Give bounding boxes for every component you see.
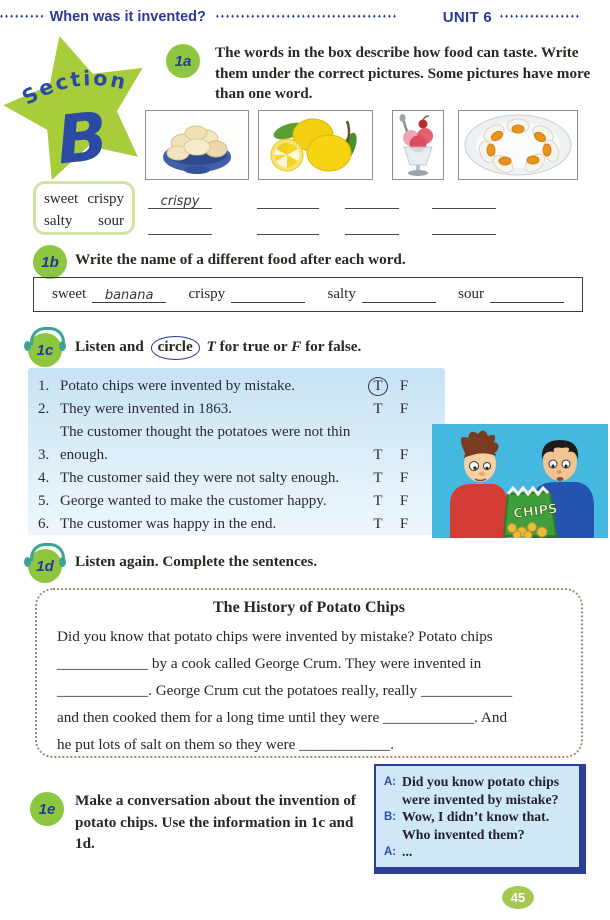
statement-5-number: 5. bbox=[38, 493, 50, 509]
statement-4-false[interactable]: F bbox=[399, 470, 409, 486]
statement-3-text: The customer thought the potatoes were not thin enough. bbox=[60, 424, 351, 463]
boys-chips-illustration bbox=[432, 424, 608, 538]
section-word: Section bbox=[17, 65, 131, 110]
speaker-a2-label: A: bbox=[384, 845, 397, 858]
instruction-1c-f: F bbox=[291, 338, 302, 355]
pair-sweet bbox=[52, 286, 166, 303]
instruction-1e: Make a conversation about the invention of potato chips. Use the information in 1c and 1d. bbox=[75, 792, 356, 852]
passage-line-1: Did you know that potato chips were invented by mistake? Potato chips bbox=[57, 628, 493, 645]
statement-5-true[interactable]: T bbox=[373, 493, 383, 509]
statement-5-text: George wanted to make the customer happy. bbox=[60, 493, 327, 509]
instruction-1c-mid: for true or bbox=[219, 338, 288, 355]
section-letter: B bbox=[52, 96, 112, 180]
answer-blank-p1-line1[interactable] bbox=[148, 193, 212, 209]
badge-1c: 1c bbox=[28, 333, 62, 367]
handwritten-banana: banana bbox=[104, 288, 154, 303]
pair-crispy bbox=[188, 286, 305, 303]
statement-6-false[interactable]: F bbox=[399, 516, 409, 532]
answer-blank-sour[interactable] bbox=[490, 287, 564, 303]
instruction-1c-t: T bbox=[206, 338, 216, 355]
statement-6 bbox=[38, 513, 445, 536]
photo-salted-eggs bbox=[458, 110, 578, 180]
page-number-badge: 45 bbox=[502, 886, 534, 909]
statement-4-true[interactable]: T bbox=[373, 470, 383, 486]
taste-words-box bbox=[33, 181, 135, 235]
instruction-1d: Listen again. Complete the sentences. bbox=[75, 553, 318, 570]
dialogue-line-1 bbox=[384, 773, 571, 808]
statement-3 bbox=[38, 421, 445, 467]
answer-blank-p3-line2[interactable] bbox=[345, 219, 399, 235]
badge-1e: 1e bbox=[30, 792, 64, 826]
statement-1-number: 1. bbox=[38, 378, 50, 394]
passage-line-2[interactable]: ____________ by a cook called George Crum. They were invented in bbox=[57, 655, 482, 672]
passage-box bbox=[35, 588, 583, 758]
statement-1-true[interactable]: T bbox=[365, 375, 391, 398]
instruction-1a: The words in the box describe how food can taste. Write them under the correct pictures. Some pictures have more than one word. bbox=[215, 44, 591, 102]
photo-lemons bbox=[258, 110, 373, 180]
answer-blank-p4-line2[interactable] bbox=[432, 219, 496, 235]
lemons-illustration bbox=[261, 113, 370, 177]
food-words-box bbox=[33, 277, 583, 312]
circled-word-circle: circle bbox=[151, 336, 200, 360]
answer-blank-p1-line2[interactable] bbox=[148, 219, 212, 235]
potato-chips-illustration bbox=[148, 113, 246, 177]
statement-2-true[interactable]: T bbox=[373, 401, 383, 417]
dialogue-line-3 bbox=[384, 843, 571, 861]
pair-sour bbox=[458, 286, 564, 303]
speaker-b-label: B: bbox=[384, 810, 397, 823]
speaker-a-label: A: bbox=[384, 775, 397, 788]
chips-bag-label: CHIPS bbox=[512, 501, 559, 522]
passage-line-5[interactable]: he put lots of salt on them so they were ____________. bbox=[57, 736, 395, 753]
statement-6-true[interactable]: T bbox=[373, 516, 383, 532]
label-salty: salty bbox=[327, 286, 356, 302]
cartoon-boys-with-chips bbox=[432, 424, 608, 538]
statement-3-true[interactable]: T bbox=[373, 447, 383, 463]
statement-2-false[interactable]: F bbox=[399, 401, 409, 417]
salted-eggs-illustration bbox=[461, 113, 575, 177]
badge-1d: 1d bbox=[28, 549, 62, 583]
statement-4-text: The customer said they were not salty enough. bbox=[60, 470, 340, 486]
unit-title: When was it invented? bbox=[49, 9, 206, 25]
handwritten-crispy: crispy bbox=[160, 194, 200, 209]
badge-1b: 1b bbox=[33, 245, 67, 279]
photo-potato-chips bbox=[145, 110, 249, 180]
label-sour: sour bbox=[458, 286, 484, 302]
word-crispy: crispy bbox=[87, 191, 124, 207]
statement-2-text: They were invented in 1863. bbox=[60, 401, 233, 417]
answer-blank-p2-line1[interactable] bbox=[257, 193, 319, 209]
header-dots-right: ♦♦♦♦♦♦♦♦♦♦♦♦♦♦♦♦ bbox=[500, 14, 581, 20]
dialogue-line-2-text: Wow, I didn’t know that. Who invented them? bbox=[402, 809, 550, 842]
model-dialogue-box bbox=[374, 764, 586, 874]
header-dots-left: ♦♦♦♦♦♦♦♦♦ bbox=[0, 14, 46, 20]
word-salty: salty bbox=[44, 213, 73, 229]
statement-4 bbox=[38, 467, 445, 490]
answer-blank-p4-line1[interactable] bbox=[432, 193, 496, 209]
unit-label: UNIT 6 bbox=[442, 8, 492, 26]
label-sweet: sweet bbox=[52, 286, 87, 302]
statement-6-text: The customer was happy in the end. bbox=[60, 516, 277, 532]
instruction-1c bbox=[75, 336, 555, 360]
statement-3-false[interactable]: F bbox=[399, 447, 409, 463]
passage-line-3[interactable]: ____________. George Crum cut the potatoes really, really ____________ bbox=[57, 682, 513, 699]
dialogue-line-3-text: ... bbox=[402, 844, 413, 859]
statement-2-number: 2. bbox=[38, 401, 50, 417]
sundae-illustration bbox=[395, 113, 441, 177]
statement-5 bbox=[38, 490, 445, 513]
dialogue-line-2 bbox=[384, 808, 571, 843]
answer-blank-salty[interactable] bbox=[362, 287, 436, 303]
statement-1-text: Potato chips were invented by mistake. bbox=[60, 378, 295, 394]
answer-blank-sweet[interactable] bbox=[92, 287, 166, 303]
answer-blank-crispy[interactable] bbox=[231, 287, 305, 303]
dialogue-line-1-text: Did you know potato chips were invented by mistake? bbox=[402, 774, 560, 807]
passage-line-4[interactable]: and then cooked them for a long time until they were ____________. And bbox=[57, 709, 508, 726]
answer-blank-p2-line2[interactable] bbox=[257, 219, 319, 235]
true-false-list bbox=[28, 368, 445, 535]
instruction-1c-pre: Listen and bbox=[75, 338, 144, 355]
statement-1 bbox=[38, 375, 445, 398]
instruction-1b: Write the name of a different food after each word. bbox=[75, 251, 406, 268]
section-star bbox=[0, 26, 158, 186]
instruction-1c-end: for false. bbox=[305, 338, 362, 355]
header-dots-mid: ♦♦♦♦♦♦♦♦♦♦♦♦♦♦♦♦♦♦♦♦♦♦♦♦♦♦♦♦♦♦♦♦♦♦♦♦ bbox=[215, 14, 399, 20]
pair-salty bbox=[327, 286, 435, 303]
statement-1-false[interactable]: F bbox=[399, 378, 409, 394]
statement-3-number: 3. bbox=[38, 447, 50, 463]
word-sour: sour bbox=[98, 213, 124, 229]
word-sweet: sweet bbox=[44, 191, 79, 207]
star-icon bbox=[0, 26, 158, 186]
statement-4-number: 4. bbox=[38, 470, 50, 486]
answer-blank-p3-line1[interactable] bbox=[345, 193, 399, 209]
statement-6-number: 6. bbox=[38, 516, 50, 532]
page-header bbox=[0, 7, 610, 27]
passage-title: The History of Potato Chips bbox=[213, 599, 405, 616]
label-crispy: crispy bbox=[188, 286, 226, 302]
statement-5-false[interactable]: F bbox=[399, 493, 409, 509]
badge-1a: 1a bbox=[166, 44, 200, 78]
statement-2 bbox=[38, 398, 445, 421]
photo-sundae bbox=[392, 110, 444, 180]
